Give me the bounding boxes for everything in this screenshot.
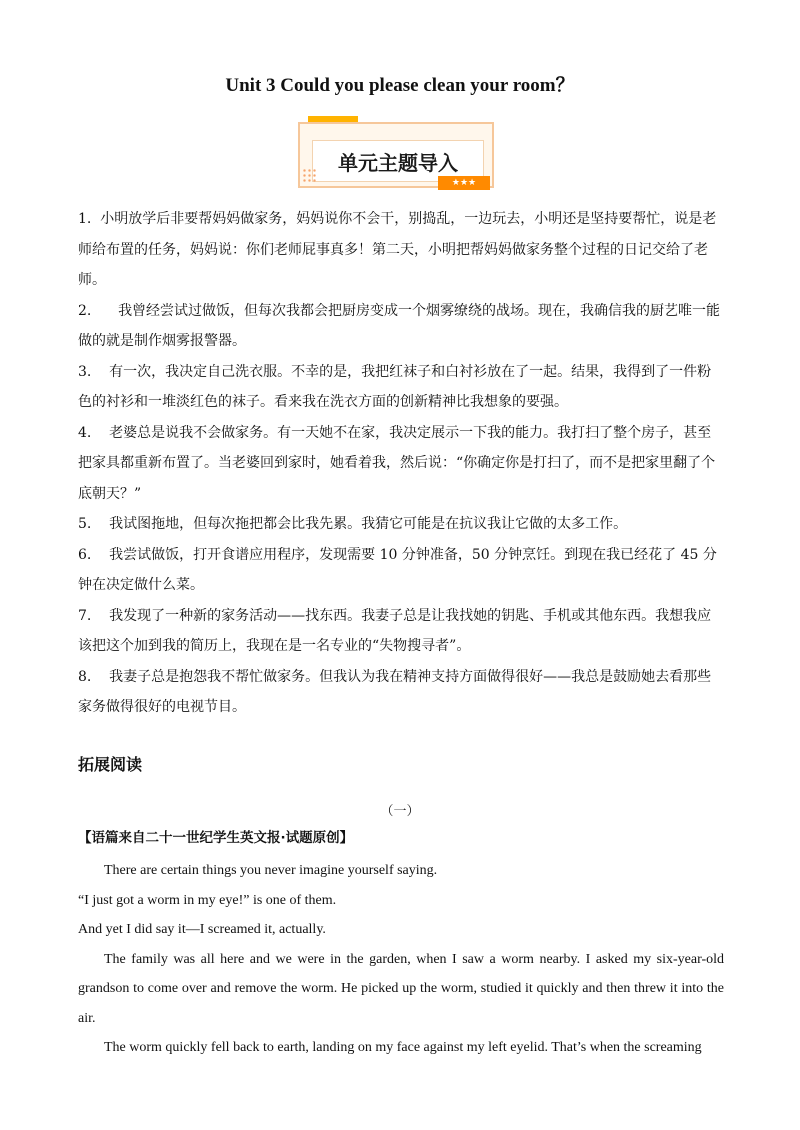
list-item: [78, 662, 724, 723]
item-number: 1.: [78, 211, 92, 227]
passage-paragraph: There are certain things you never imagine yourself saying.: [104, 863, 438, 878]
list-item: [78, 509, 724, 540]
passage-paragraph: The family was all here and we were in the garden, when I saw a worm nearby. I asked my six-year-old grandson to come over and remove the worm. He picked up the worm, studied it quickly and then threw it into the air.: [78, 951, 724, 1026]
list-item: [78, 601, 724, 662]
item-text: 小明放学后非要帮妈妈做家务，妈妈说你不会干，别捣乱，一边玩去，小明还是坚持要帮忙，说是老师给布置的任务，妈妈说：你们老师屁事真多！第二天，小明把帮妈妈做家务整个过程的日记交给了老师。: [78, 211, 717, 288]
list-item: [78, 418, 724, 510]
unit-theme-banner: [298, 112, 498, 188]
item-text: 老婆总是说我不会做家务。有一天她不在家，我决定展示一下我的能力。我打扫了整个房子，甚至把家具都重新布置了。当老婆回到家时，她看着我，然后说：“你确定你是打扫了，而不是把家里翻了个底朝天？”: [78, 424, 716, 502]
section-heading: 拓展阅读: [78, 755, 143, 774]
list-item: [78, 204, 724, 296]
item-number: 7.: [78, 607, 92, 624]
item-number: 3.: [78, 363, 92, 380]
item-number: 4.: [78, 424, 92, 441]
item-text: 我尝试做饭，打开食谱应用程序，发现需要 10 分钟准备，50 分钟烹饪。到现在我已经花了 45 分钟在决定做什么菜。: [78, 546, 717, 593]
banner-label: 单元主题导入: [338, 151, 458, 175]
reading-passage: [78, 856, 724, 1063]
list-item: [78, 296, 724, 357]
item-number: 5.: [78, 516, 92, 532]
item-text: 有一次，我决定自己洗衣服。不幸的是，我把红袜子和白衬衫放在了一起。结果，我得到了一件粉色的衬衫和一堆淡红色的袜子。看来我在洗衣方面的创新精神比我想象的要强。: [78, 363, 712, 410]
list-item: [78, 357, 724, 418]
item-text: 我发现了一种新的家务活动——找东西。我妻子总是让我找她的钥匙、手机或其他东西。我想我应该把这个加到我的简历上，我现在是一名专业的“失物搜寻者”。: [78, 607, 712, 654]
banner-dot-pattern: [302, 168, 318, 182]
banner-stars-icon: ★★★: [438, 176, 490, 190]
item-text: 我曾经尝试过做饭，但每次我都会把厨房变成一个烟雾缭绕的战场。现在，我确信我的厨艺唯一能做的就是制作烟雾报警器。: [78, 302, 721, 349]
intro-list: [78, 204, 724, 723]
passage-paragraph: “I just got a worm in my eye!” is one of them.: [78, 892, 337, 908]
item-text: 我试图拖地，但每次拖把都会比我先累。我猜它可能是在抗议我让它做的太多工作。: [109, 516, 628, 532]
source-label: 【语篇来自二十一世纪学生英文报·试题原创】: [78, 830, 354, 846]
list-item: [78, 540, 724, 601]
passage-number: （一）: [380, 804, 420, 819]
passage-paragraph: The worm quickly fell back to earth, landing on my face against my left eyelid. That’s when the screaming: [104, 1040, 702, 1055]
item-text: 我妻子总是抱怨我不帮忙做家务。但我认为我在精神支持方面做得很好——我总是鼓励她去看那些家务做得很好的电视节目。: [78, 668, 712, 715]
item-number: 2.: [78, 302, 92, 319]
banner-frame: [298, 122, 494, 188]
passage-paragraph: And yet I did say it—I screamed it, actually.: [78, 922, 326, 937]
item-number: 8.: [78, 668, 92, 685]
item-number: 6.: [78, 546, 92, 563]
page-title: Unit 3 Could you please clean your room？: [225, 75, 575, 96]
